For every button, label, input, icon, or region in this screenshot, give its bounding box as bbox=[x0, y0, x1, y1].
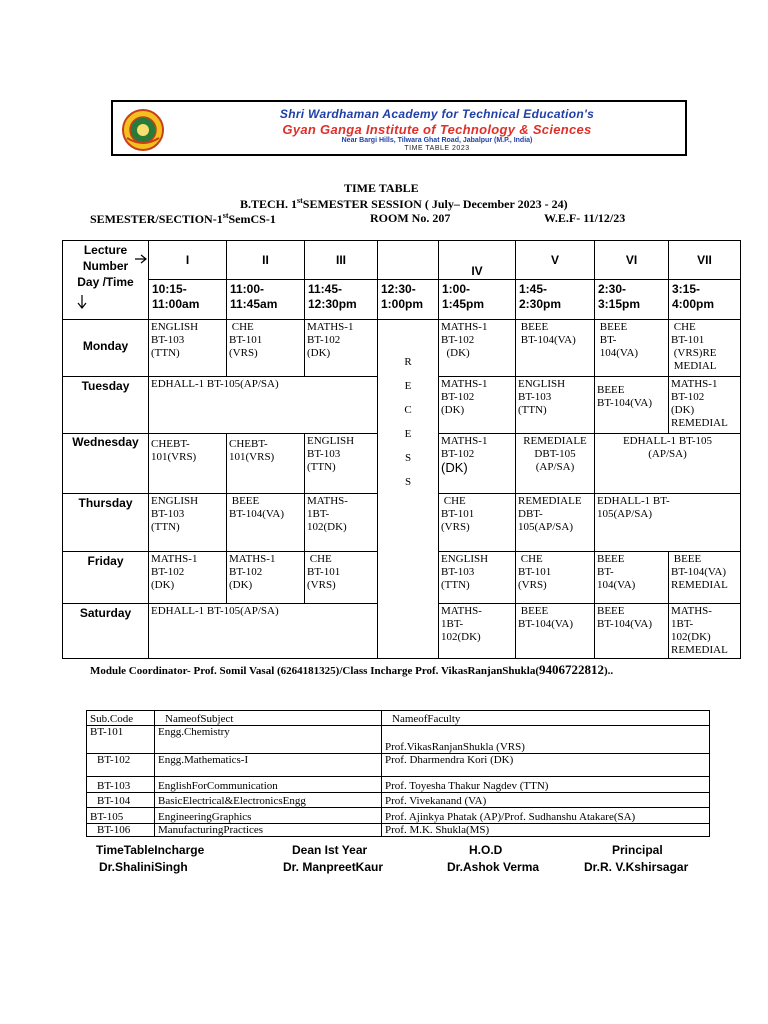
cell-wed-5: REMEDIALE DBT-105 (AP/SA) bbox=[516, 434, 595, 494]
cell-thu-1: ENGLISH BT-103 (TTN) bbox=[149, 494, 227, 552]
faculty-name: Prof.VikasRanjanShukla (VRS) bbox=[382, 726, 710, 754]
table-row bbox=[87, 726, 710, 754]
cell-mon-3: MATHS-1 BT-102 (DK) bbox=[305, 320, 378, 377]
cell-sat-1-3: EDHALL-1 BT-105(AP/SA) bbox=[149, 604, 378, 659]
faculty-name: Prof. Vivekanand (VA) bbox=[382, 793, 710, 808]
recess-letter: R bbox=[404, 356, 412, 368]
banner-line-1: Shri Wardhaman Academy for Technical Education's bbox=[279, 107, 595, 121]
subject-name: ManufacturingPractices bbox=[155, 824, 382, 837]
banner-timetable-label: TIME TABLE 2023 bbox=[404, 145, 470, 152]
subject-name: Engg.Chemistry bbox=[155, 726, 382, 754]
cell-wed-3: ENGLISH BT-103 (TTN) bbox=[305, 434, 378, 494]
cell-fri-1: MATHS-1 BT-102 (DK) bbox=[149, 552, 227, 604]
subject-name: EnglishForCommunication bbox=[155, 777, 382, 793]
signature-role: Dean Ist Year bbox=[292, 843, 368, 857]
time-slot-6: 2:30- 3:15pm bbox=[595, 280, 669, 320]
page-title: TIME TABLE bbox=[344, 181, 419, 195]
cell-tue-7: MATHS-1 BT-102 (DK) REMEDIAL bbox=[669, 377, 741, 434]
corner-lecture: Lecture bbox=[83, 243, 128, 257]
cell-wed-4: MATHS-1 BT-102 (DK) bbox=[439, 434, 516, 494]
cell-wed-6-7: EDHALL-1 BT-105 (AP/SA) bbox=[595, 434, 741, 494]
subject-code: BT-102 bbox=[87, 754, 155, 777]
signature-role: H.O.D bbox=[469, 843, 503, 857]
cell-sat-7: MATHS- 1BT- 102(DK) REMEDIAL bbox=[669, 604, 741, 659]
arrow-right-icon bbox=[135, 254, 149, 264]
lecture-header-1: I bbox=[149, 241, 227, 280]
recess-letter: C bbox=[404, 404, 412, 416]
cell-thu-5: REMEDIALE DBT- 105(AP/SA) bbox=[516, 494, 595, 552]
header-subcode: Sub.Code bbox=[87, 711, 155, 726]
lecture-header-7: VII bbox=[669, 241, 741, 280]
time-slot-4: 1:00- 1:45pm bbox=[439, 280, 516, 320]
cell-sat-5: BEEE BT-104(VA) bbox=[516, 604, 595, 659]
cell-thu-6-7: EDHALL-1 BT- 105(AP/SA) bbox=[595, 494, 741, 552]
room-number: ROOM No. 207 bbox=[370, 211, 451, 225]
day-thursday: Thursday bbox=[63, 494, 149, 552]
corner-number: Number bbox=[82, 259, 129, 273]
session-heading: B.TECH. 1stSEMESTER SESSION ( July– December 2023 - 24) bbox=[240, 196, 568, 211]
faculty-name: Prof. M.K. Shukla(MS) bbox=[382, 824, 710, 837]
banner-institute-name: Gyan Ganga Institute of Technology & Sciences bbox=[282, 122, 592, 137]
day-friday: Friday bbox=[63, 552, 149, 604]
lecture-header-2: II bbox=[227, 241, 305, 280]
cell-sat-6: BEEE BT-104(VA) bbox=[595, 604, 669, 659]
wef-date: W.E.F- 11/12/23 bbox=[544, 211, 626, 225]
signature-name: Dr.ShaliniSingh bbox=[99, 860, 188, 874]
module-coordinator: Module Coordinator- Prof. Somil Vasal (6264181325)/Class Incharge Prof. VikasRanjanShukla(9406722812).. bbox=[90, 662, 614, 677]
recess-letter: E bbox=[404, 380, 412, 392]
faculty-name: Prof. Dharmendra Kori (DK) bbox=[382, 754, 710, 777]
subject-table bbox=[86, 710, 710, 837]
header-subject: NameofSubject bbox=[155, 711, 382, 726]
cell-wed-2: CHEBT- 101(VRS) bbox=[227, 434, 305, 494]
cell-mon-2: CHE BT-101 (VRS) bbox=[227, 320, 305, 377]
cell-mon-4: MATHS-1 BT-102 (DK) bbox=[439, 320, 516, 377]
recess-letter: S bbox=[404, 476, 412, 488]
cell-fri-2: MATHS-1 BT-102 (DK) bbox=[227, 552, 305, 604]
cell-tue-1-3: EDHALL-1 BT-105(AP/SA) bbox=[149, 377, 378, 434]
banner-address: Near Bargi Hills, Tilwara Ghat Road, Jabalpur (M.P., India) bbox=[341, 137, 533, 144]
table-row bbox=[87, 777, 710, 793]
signature-role: Principal bbox=[612, 843, 663, 857]
cell-mon-1: ENGLISH BT-103 (TTN) bbox=[149, 320, 227, 377]
lecture-header-3: III bbox=[305, 241, 378, 280]
faculty-name: Prof. Ajinkya Phatak (AP)/Prof. Sudhanshu Atakare(SA) bbox=[382, 808, 710, 824]
recess-column bbox=[378, 320, 439, 659]
cell-sat-4: MATHS- 1BT- 102(DK) bbox=[439, 604, 516, 659]
table-row bbox=[87, 754, 710, 777]
subject-name: EngineeringGraphics bbox=[155, 808, 382, 824]
lecture-header-5: V bbox=[516, 241, 595, 280]
cell-fri-3: CHE BT-101 (VRS) bbox=[305, 552, 378, 604]
subject-name: BasicElectrical&ElectronicsEngg bbox=[155, 793, 382, 808]
lecture-header-recess bbox=[378, 241, 439, 280]
day-wednesday: Wednesday bbox=[63, 434, 149, 494]
cell-mon-7: CHE BT-101 (VRS)RE MEDIAL bbox=[669, 320, 741, 377]
table-row bbox=[87, 793, 710, 808]
corner-header bbox=[63, 241, 149, 320]
day-saturday: Saturday bbox=[63, 604, 149, 659]
cell-tue-5: ENGLISH BT-103 (TTN) bbox=[516, 377, 595, 434]
cell-fri-7: BEEE BT-104(VA) REMEDIAL bbox=[669, 552, 741, 604]
subject-code: BT-106 bbox=[87, 824, 155, 837]
cell-fri-4: ENGLISH BT-103 (TTN) bbox=[439, 552, 516, 604]
cell-wed-1: CHEBT- 101(VRS) bbox=[149, 434, 227, 494]
institute-logo-icon bbox=[121, 108, 165, 152]
day-monday: Monday bbox=[63, 320, 149, 377]
cell-mon-6: BEEE BT- 104(VA) bbox=[595, 320, 669, 377]
cell-fri-6: BEEE BT- 104(VA) bbox=[595, 552, 669, 604]
day-tuesday: Tuesday bbox=[63, 377, 149, 434]
corner-day-time: Day /Time bbox=[77, 275, 134, 289]
recess-letter: S bbox=[404, 452, 412, 464]
table-row bbox=[87, 808, 710, 824]
time-slot-7: 3:15- 4:00pm bbox=[669, 280, 741, 320]
timetable bbox=[62, 240, 741, 659]
cell-thu-2: BEEE BT-104(VA) bbox=[227, 494, 305, 552]
lecture-header-6: VI bbox=[595, 241, 669, 280]
subject-code: BT-103 bbox=[87, 777, 155, 793]
header-faculty: NameofFaculty bbox=[382, 711, 710, 726]
time-slot-1: 10:15- 11:00am bbox=[149, 280, 227, 320]
subject-header-row bbox=[87, 711, 710, 726]
recess-letter: E bbox=[404, 428, 412, 440]
signature-role: TimeTableIncharge bbox=[96, 843, 205, 857]
signature-name: Dr.Ashok Verma bbox=[447, 860, 540, 874]
cell-mon-5: BEEE BT-104(VA) bbox=[516, 320, 595, 377]
time-slot-3: 11:45- 12:30pm bbox=[305, 280, 378, 320]
institute-banner bbox=[111, 100, 687, 156]
time-slot-2: 11:00- 11:45am bbox=[227, 280, 305, 320]
cell-tue-6: BEEE BT-104(VA) bbox=[595, 377, 669, 434]
section-heading: SEMESTER/SECTION-1stSemCS-1 bbox=[90, 211, 276, 226]
arrow-down-icon bbox=[77, 295, 87, 311]
time-slot-5: 1:45- 2:30pm bbox=[516, 280, 595, 320]
table-row bbox=[87, 824, 710, 837]
signature-name: Dr. ManpreetKaur bbox=[283, 860, 384, 874]
subject-code: BT-105 bbox=[87, 808, 155, 824]
time-slot-recess: 12:30- 1:00pm bbox=[378, 280, 439, 320]
cell-fri-5: CHE BT-101 (VRS) bbox=[516, 552, 595, 604]
subject-name: Engg.Mathematics-I bbox=[155, 754, 382, 777]
signature-name: Dr.R. V.Kshirsagar bbox=[584, 860, 689, 874]
lecture-header-4: IV bbox=[439, 241, 516, 280]
faculty-name: Prof. Toyesha Thakur Nagdev (TTN) bbox=[382, 777, 710, 793]
subject-code: BT-104 bbox=[87, 793, 155, 808]
cell-thu-4: CHE BT-101 (VRS) bbox=[439, 494, 516, 552]
subject-code: BT-101 bbox=[87, 726, 155, 754]
cell-thu-3: MATHS- 1BT- 102(DK) bbox=[305, 494, 378, 552]
cell-tue-4: MATHS-1 BT-102 (DK) bbox=[439, 377, 516, 434]
